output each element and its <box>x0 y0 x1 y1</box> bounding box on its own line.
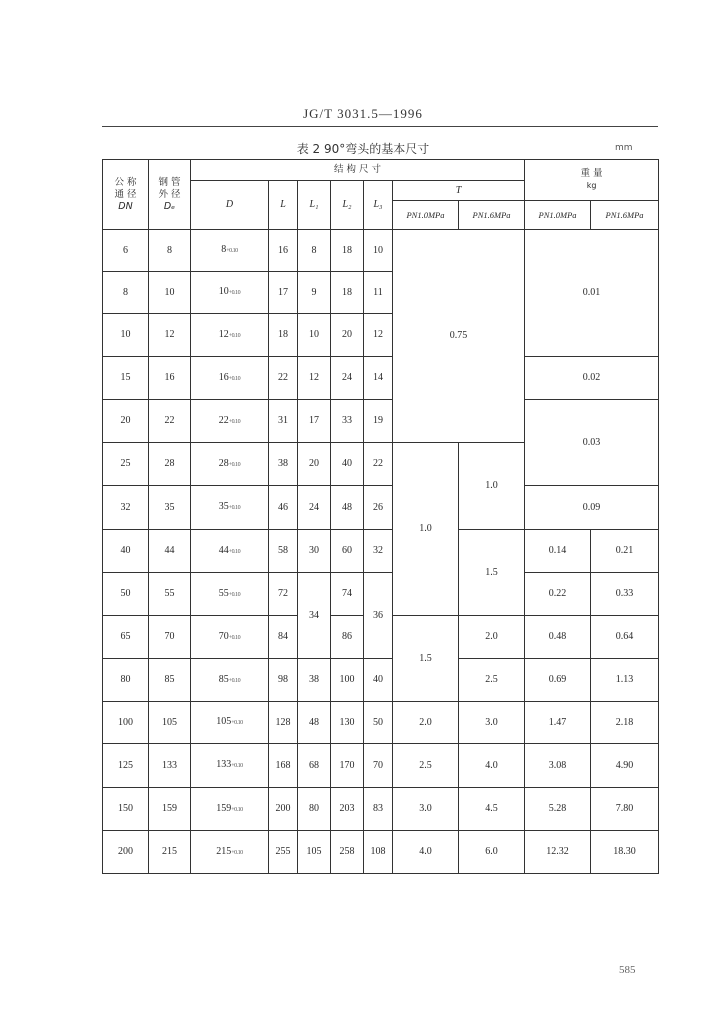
table-caption: 表 2 90°弯头的基本尺寸 <box>296 142 430 156</box>
weight-cell: 0.69 <box>525 659 591 702</box>
weight-cell: 0.21 <box>591 530 659 573</box>
d-cell: 28+0.10 <box>191 443 269 486</box>
d-cell: 10+0.10 <box>191 272 269 314</box>
weight-cell: 0.22 <box>525 573 591 616</box>
weight-cell: 3.08 <box>525 744 591 788</box>
d-cell: 133+0.10 <box>191 744 269 788</box>
elbow-dimension-table <box>102 159 659 874</box>
weight-cell: 5.28 <box>525 788 591 831</box>
weight-cell: 0.03 <box>525 400 659 486</box>
t-cell: 2.0 <box>393 702 459 744</box>
t-cell: 4.0 <box>459 744 525 788</box>
table-row: 6 8 8+0.10 16 8 18 10 0.75 0.01 <box>103 230 659 272</box>
table-row: 100 105 105+0.10 128 48 130 50 2.0 3.0 1.47 2.18 <box>103 702 659 744</box>
t-pn10-header: PN1.0MPa <box>393 201 459 230</box>
header-rule <box>102 126 658 127</box>
d-cell: 215+0.10 <box>191 831 269 874</box>
t-cell: 0.75 <box>393 230 525 443</box>
t-cell: 3.0 <box>459 702 525 744</box>
d-cell: 55+0.10 <box>191 573 269 616</box>
d-cell: 85+0.10 <box>191 659 269 702</box>
weight-cell: 0.48 <box>525 616 591 659</box>
w-pn10-header: PN1.0MPa <box>525 201 591 230</box>
weight-cell: 0.01 <box>525 230 659 357</box>
t-header: T <box>393 181 525 201</box>
t-cell: 1.5 <box>459 530 525 616</box>
table-row: 20 22 22+0.10 31 17 33 19 0.03 <box>103 400 659 443</box>
structure-header: 结 构 尺 寸 <box>191 160 525 181</box>
d-cell: 159+0.10 <box>191 788 269 831</box>
table-row: 8 10 10+0.10 17 9 18 11 <box>103 272 659 314</box>
d-cell: 70+0.10 <box>191 616 269 659</box>
weight-cell: 4.90 <box>591 744 659 788</box>
standard-header: JG/T 3031.5—1996 <box>303 106 423 121</box>
l2-header: L₂ <box>331 181 364 230</box>
weight-cell: 0.64 <box>591 616 659 659</box>
weight-cell: 7.80 <box>591 788 659 831</box>
weight-header: 重 量 kg <box>525 160 659 201</box>
d-cell: 16+0.10 <box>191 357 269 400</box>
l3-header: L₃ <box>364 181 393 230</box>
t-cell: 1.0 <box>393 443 459 616</box>
l-header: L <box>269 181 298 230</box>
weight-cell: 1.13 <box>591 659 659 702</box>
weight-cell: 0.02 <box>525 357 659 400</box>
d-cell: 12+0.10 <box>191 314 269 357</box>
table-row: 150 159 159+0.10 200 80 203 83 3.0 4.5 5.28 7.80 <box>103 788 659 831</box>
weight-cell: 0.09 <box>525 486 659 530</box>
d-cell: 44+0.10 <box>191 530 269 573</box>
weight-cell: 18.30 <box>591 831 659 874</box>
t-cell: 2.0 <box>459 616 525 659</box>
table-row: 25 28 28+0.10 38 20 40 22 1.0 1.0 <box>103 443 659 486</box>
t-cell: 2.5 <box>393 744 459 788</box>
d-cell: 22+0.10 <box>191 400 269 443</box>
weight-cell: 1.47 <box>525 702 591 744</box>
table-row: 10 12 12+0.10 18 10 20 12 <box>103 314 659 357</box>
dn-header: 公 称 通 径 DN <box>103 160 149 230</box>
weight-cell: 12.32 <box>525 831 591 874</box>
t-cell: 6.0 <box>459 831 525 874</box>
unit-label: mm <box>615 143 633 153</box>
table-row: 40 44 44+0.10 58 30 60 32 1.5 0.14 0.21 <box>103 530 659 573</box>
table-row: 15 16 16+0.10 22 12 24 14 0.02 <box>103 357 659 400</box>
l1-header: L₁ <box>298 181 331 230</box>
d-cell: 105+0.10 <box>191 702 269 744</box>
t-cell: 4.5 <box>459 788 525 831</box>
table-row: 125 133 133+0.10 168 68 170 70 2.5 4.0 3.08 4.90 <box>103 744 659 788</box>
table-row: 32 35 35+0.10 46 24 48 26 0.09 <box>103 486 659 530</box>
table-row: 200 215 215+0.10 255 105 258 108 4.0 6.0 12.32 18.30 <box>103 831 659 874</box>
t-cell: 3.0 <box>393 788 459 831</box>
d-cell: 8+0.10 <box>191 230 269 272</box>
table-row: 50 55 55+0.10 72 34 74 36 0.22 0.33 <box>103 573 659 616</box>
d-cell: 35+0.10 <box>191 486 269 530</box>
t-cell: 2.5 <box>459 659 525 702</box>
t-cell: 1.5 <box>393 616 459 702</box>
t-pn16-header: PN1.6MPa <box>459 201 525 230</box>
t-cell: 4.0 <box>393 831 459 874</box>
table-row: 65 70 70+0.10 84 86 1.5 2.0 0.48 0.64 <box>103 616 659 659</box>
w-pn16-header: PN1.6MPa <box>591 201 659 230</box>
weight-cell: 2.18 <box>591 702 659 744</box>
t-cell: 1.0 <box>459 443 525 530</box>
weight-cell: 0.14 <box>525 530 591 573</box>
de-header: 钢 管 外 径 Dₑ <box>149 160 191 230</box>
table-row: 80 85 85+0.10 98 38 100 40 2.5 0.69 1.13 <box>103 659 659 702</box>
d-header: D <box>191 181 269 230</box>
weight-cell: 0.33 <box>591 573 659 616</box>
page-number: 585 <box>619 964 636 976</box>
